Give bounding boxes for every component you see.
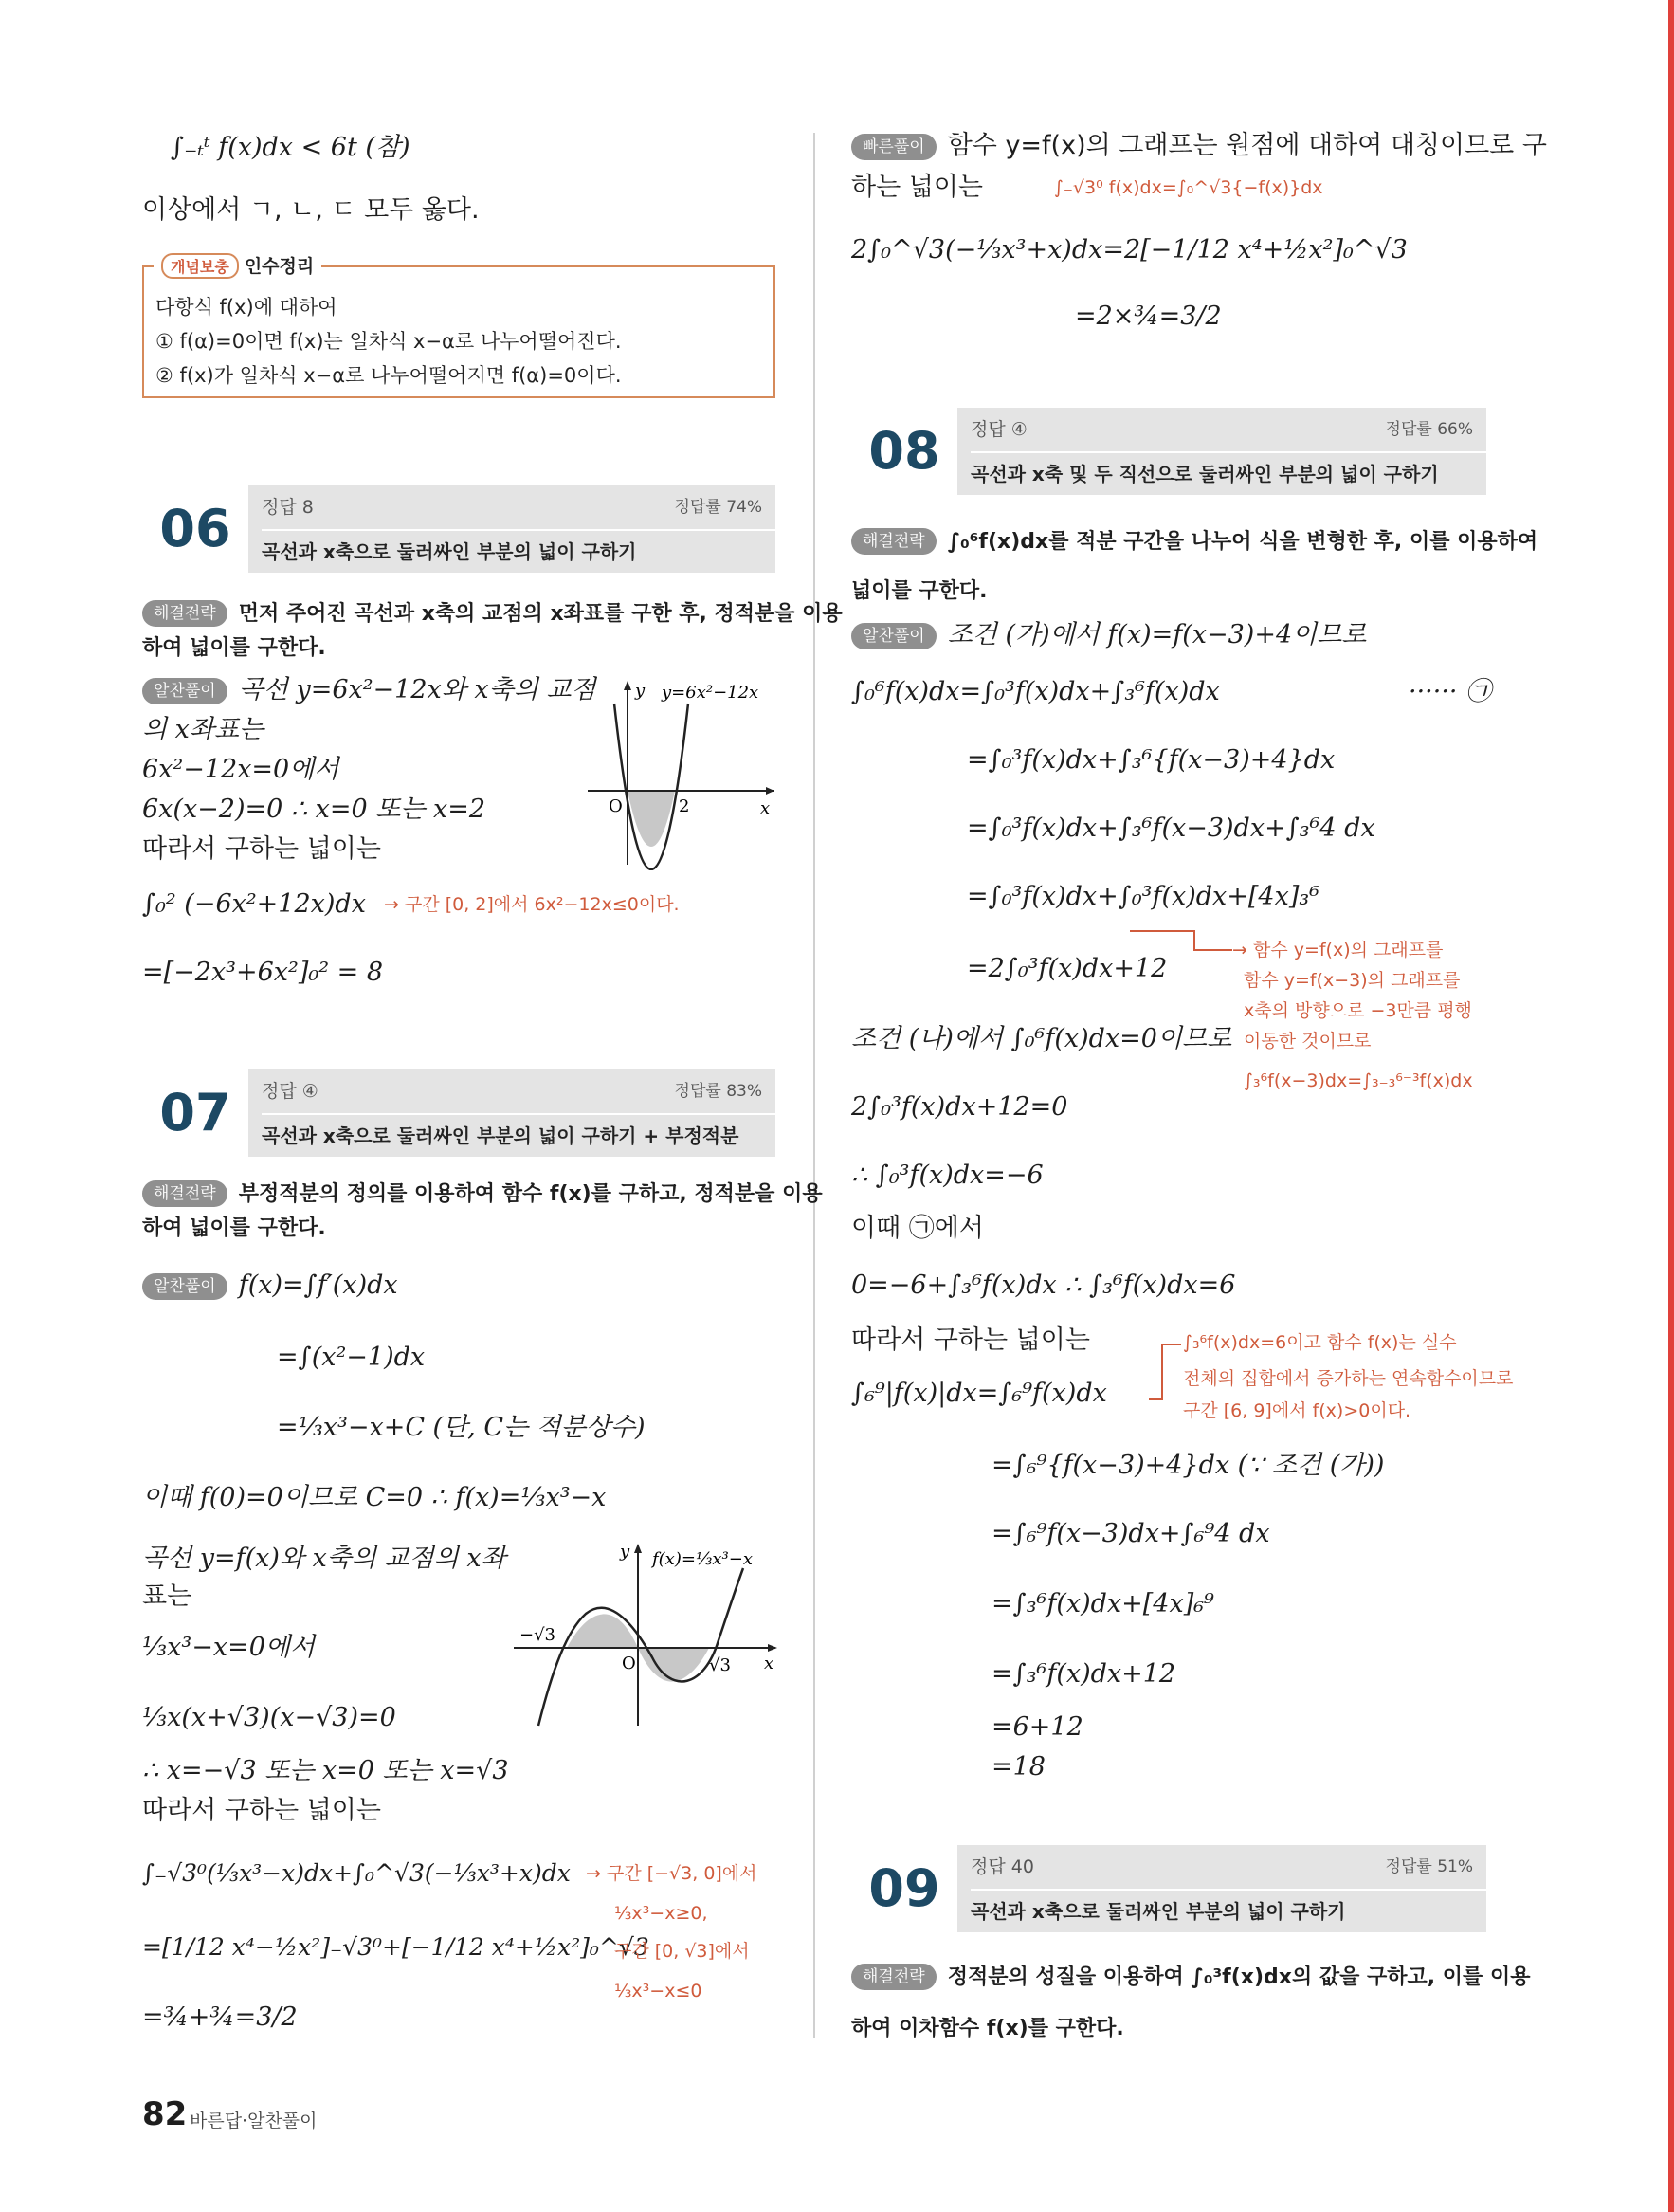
quick-tag: 빠른풀이 <box>851 134 937 160</box>
strategy-text: 하여 넓이를 구한다. <box>142 636 326 660</box>
solution-text: 따라서 구하는 넓이는 <box>851 1325 1090 1355</box>
axis-x-label: x <box>764 1654 774 1673</box>
solution-text: 조건 (가)에서 f(x)=f(x−3)+4이므로 <box>947 620 1367 649</box>
graph-07 <box>510 1536 785 1735</box>
origin-label: O <box>609 796 623 816</box>
quick-line <box>851 129 1547 163</box>
axis-y-label: y <box>620 1542 630 1562</box>
solution-text: ⅓x(x+√3)(x−√3)=0 <box>142 1703 396 1732</box>
solution-text: =⅓x³−x+C (단, C는 적분상수) <box>277 1413 646 1442</box>
solution-text: 이때 ㉠에서 <box>851 1214 984 1243</box>
strategy-tag: 해결전략 <box>851 1964 937 1990</box>
problem-number: 09 <box>851 1845 957 1932</box>
header-separator <box>971 1889 1486 1891</box>
solution-line <box>142 1269 398 1303</box>
intro-integral: ∫₋ₜᵗ f(x)dx < 6t (참) <box>171 133 410 162</box>
quick-text: 하는 넓이는 <box>851 173 983 202</box>
problem-title: 곡선과 x축으로 둘러싸인 부분의 넓이 구하기 + 부정적분 <box>262 1124 739 1147</box>
strategy-text: ∫₀⁶f(x)dx를 적분 구간을 나누어 식을 변형한 후, 이를 이용하여 <box>947 530 1538 554</box>
solution-text: =∫₆⁹{f(x−3)+4}dx (∵ 조건 (가)) <box>992 1451 1385 1480</box>
note-text: x축의 방향으로 −3만큼 평행 <box>1244 1000 1472 1021</box>
concept-line: 다항식 f(x)에 대하여 <box>155 296 337 319</box>
concept-line: ① f(α)=0이면 f(x)는 일차식 x−α로 나누어떨어진다. <box>155 330 622 353</box>
note-text: ∫₃⁶f(x−3)dx=∫₃₋₃⁶⁻³f(x)dx <box>1244 1070 1473 1091</box>
solution-text: f(x)=∫f′(x)dx <box>238 1271 398 1300</box>
solution-text: ⅓x³−x=0에서 <box>142 1633 316 1662</box>
note-text: → 구간 [0, 2]에서 6x²−12x≤0이다. <box>384 894 680 915</box>
origin-label: O <box>622 1654 636 1673</box>
solution-text: 조건 (나)에서 ∫₀⁶f(x)dx=0이므로 <box>851 1024 1232 1053</box>
strategy-line <box>142 1176 823 1212</box>
note-text: 전체의 집합에서 증가하는 연속함수이므로 <box>1183 1368 1514 1389</box>
intro-conclusion: 이상에서 ㄱ, ㄴ, ㄷ 모두 옳다. <box>142 195 480 225</box>
quick-text: 함수 y=f(x)의 그래프는 원점에 대하여 대칭이므로 구 <box>947 131 1547 160</box>
problem-08-header <box>851 408 1486 495</box>
strategy-text: 하여 이차함수 f(x)를 구한다. <box>851 2017 1124 2040</box>
tick-label-right: √3 <box>709 1655 731 1675</box>
solution-text: =[1/12 x⁴−½x²]₋√3⁰+[−1/12 x⁴+½x²]₀^√3 <box>142 1933 649 1961</box>
note-text: ∫₃⁶f(x)dx=6이고 함수 f(x)는 실수 <box>1183 1332 1457 1353</box>
strategy-tag: 해결전략 <box>851 528 937 555</box>
strategy-line <box>851 523 1538 559</box>
note-text: → 함수 y=f(x)의 그래프를 <box>1232 940 1444 960</box>
concept-label: 개념보충 <box>161 253 239 279</box>
book-title: 바른답·알찬풀이 <box>190 2111 318 2131</box>
solution-text: ∫₀² (−6x²+12x)dx <box>142 889 366 919</box>
solution-text: ∫₀⁶f(x)dx=∫₀³f(x)dx+∫₃⁶f(x)dx <box>851 677 1220 706</box>
strategy-tag: 해결전략 <box>142 600 227 627</box>
solution-text: =∫₀³f(x)dx+∫₃⁶{f(x−3)+4}dx <box>967 745 1336 775</box>
note-connector <box>1128 929 1242 958</box>
solution-line <box>142 673 596 707</box>
solution-tag: 알찬풀이 <box>142 678 227 704</box>
correct-rate: 정답률 74% <box>674 498 762 517</box>
problem-09-header <box>851 1845 1486 1932</box>
answer-label: 정답 8 <box>262 497 314 518</box>
note-text: 구간 [6, 9]에서 f(x)>0이다. <box>1183 1400 1411 1421</box>
note-text: ⅓x³−x≥0, <box>614 1903 708 1924</box>
solution-text: 곡선 y=6x²−12x와 x축의 교점 <box>238 675 596 704</box>
note-text: 구간 [0, √3]에서 <box>614 1941 750 1962</box>
problem-number: 08 <box>851 408 957 495</box>
graph-06 <box>580 675 779 870</box>
problem-title: 곡선과 x축으로 둘러싸인 부분의 넓이 구하기 <box>262 540 637 563</box>
problem-07-header <box>142 1069 775 1157</box>
solution-text: ∴ x=−√3 또는 x=0 또는 x=√3 <box>142 1756 509 1785</box>
solution-text: =∫₃⁶f(x)dx+[4x]₆⁹ <box>992 1589 1214 1618</box>
note-text: ⅓x³−x≤0 <box>614 1981 702 2002</box>
strategy-text: 넓이를 구한다. <box>851 579 988 603</box>
solution-text: ∫₆⁹|f(x)|dx=∫₆⁹f(x)dx <box>851 1379 1107 1408</box>
problem-title: 곡선과 x축 및 두 직선으로 둘러싸인 부분의 넓이 구하기 <box>971 463 1439 485</box>
solution-tag: 알찬풀이 <box>142 1273 227 1300</box>
strategy-text: 하여 넓이를 구한다. <box>142 1216 326 1240</box>
problem-number: 06 <box>142 485 248 573</box>
tick-label-left: −√3 <box>519 1625 556 1645</box>
solution-line <box>851 618 1366 652</box>
correct-rate: 정답률 51% <box>1385 1857 1473 1876</box>
solution-text: 6x²−12x=0에서 <box>142 755 339 784</box>
solution-text: =∫₀³f(x)dx+∫₃⁶f(x−3)dx+∫₃⁶4 dx <box>967 814 1375 843</box>
strategy-text: 부정적분의 정의를 이용하여 함수 f(x)를 구하고, 정적분을 이용 <box>238 1182 823 1206</box>
column-divider <box>813 133 815 2038</box>
solution-text: =6+12 <box>992 1712 1083 1742</box>
problem-06-header <box>142 485 775 573</box>
solution-tag: 알찬풀이 <box>851 623 937 649</box>
concept-tag <box>154 252 321 279</box>
header-separator <box>262 1113 775 1115</box>
solution-text: 따라서 구하는 넓이는 <box>142 1796 381 1825</box>
axis-y-label: y <box>635 681 646 701</box>
note-text: → 구간 [−√3, 0]에서 <box>586 1863 757 1884</box>
note-connector <box>1147 1327 1185 1403</box>
solution-text: ∫₋√3⁰(⅓x³−x)dx+∫₀^√3(−⅓x³+x)dx <box>142 1859 571 1887</box>
note-text: ∫₋√3⁰ f(x)dx=∫₀^√3{−f(x)}dx <box>1054 177 1323 198</box>
correct-rate: 정답률 83% <box>674 1082 762 1101</box>
concept-box <box>142 256 775 398</box>
concept-title: 인수정리 <box>244 256 315 277</box>
answer-label: 정답 40 <box>971 1856 1034 1877</box>
ref-mark: ······ ㉠ <box>1409 677 1492 706</box>
solution-text: =∫(x²−1)dx <box>277 1343 426 1372</box>
curve-label: f(x)=⅓x³−x <box>652 1549 753 1569</box>
solution-text: 곡선 y=f(x)와 x축의 교점의 x좌 <box>142 1544 506 1573</box>
solution-text: ∴ ∫₀³f(x)dx=−6 <box>851 1161 1044 1190</box>
strategy-text: 먼저 주어진 곡선과 x축의 교점의 x좌표를 구한 후, 정적분을 이용 <box>238 602 843 626</box>
correct-rate: 정답률 66% <box>1385 420 1473 439</box>
problem-title: 곡선과 x축으로 둘러싸인 부분의 넓이 구하기 <box>971 1900 1346 1923</box>
strategy-line <box>851 1959 1530 1995</box>
tick-label: 2 <box>679 796 690 816</box>
solution-text: 2∫₀³f(x)dx+12=0 <box>851 1092 1068 1122</box>
solution-text: =∫₀³f(x)dx+∫₀³f(x)dx+[4x]₃⁶ <box>967 882 1320 911</box>
concept-line: ② f(x)가 일차식 x−α로 나누어떨어지면 f(α)=0이다. <box>155 364 622 387</box>
solution-text: 0=−6+∫₃⁶f(x)dx ∴ ∫₃⁶f(x)dx=6 <box>851 1271 1236 1300</box>
answer-label: 정답 ④ <box>262 1081 318 1102</box>
note-text: 함수 y=f(x−3)의 그래프를 <box>1244 970 1461 991</box>
problem-number: 07 <box>142 1069 248 1157</box>
strategy-tag: 해결전략 <box>142 1180 227 1207</box>
quick-text: =2×¾=3/2 <box>1075 302 1222 331</box>
solution-text: 이때 f(0)=0이므로 C=0 ∴ f(x)=⅓x³−x <box>142 1483 607 1512</box>
answer-label: 정답 ④ <box>971 419 1028 440</box>
solution-text: 표는 <box>142 1581 192 1611</box>
solution-text: =18 <box>992 1752 1046 1782</box>
note-text: 이동한 것이므로 <box>1244 1031 1372 1051</box>
solution-text: =2∫₀³f(x)dx+12 <box>967 954 1168 983</box>
quick-text: 2∫₀^√3(−⅓x³+x)dx=2[−1/12 x⁴+½x²]₀^√3 <box>851 235 1408 265</box>
page-number: 82 <box>142 2095 188 2133</box>
solution-text: =¾+¾=3/2 <box>142 2002 298 2032</box>
solution-text: =∫₆⁹f(x−3)dx+∫₆⁹4 dx <box>992 1519 1270 1548</box>
solution-text: 의 x좌표는 <box>142 715 264 744</box>
axis-x-label: x <box>760 798 771 818</box>
header-separator <box>971 451 1486 453</box>
strategy-text: 정적분의 성질을 이용하여 ∫₀³f(x)dx의 값을 구하고, 이를 이용 <box>947 1965 1531 1989</box>
curve-label: y=6x²−12x <box>662 683 759 703</box>
solution-text: 6x(x−2)=0 ∴ x=0 또는 x=2 <box>142 795 486 824</box>
solution-text: =∫₃⁶f(x)dx+12 <box>992 1659 1176 1689</box>
header-separator <box>262 529 775 531</box>
solution-text: 따라서 구하는 넓이는 <box>142 834 381 864</box>
strategy-line <box>142 595 843 631</box>
solution-text: =[−2x³+6x²]₀² = 8 <box>142 958 384 987</box>
page-edge-bar <box>1668 0 1674 2212</box>
